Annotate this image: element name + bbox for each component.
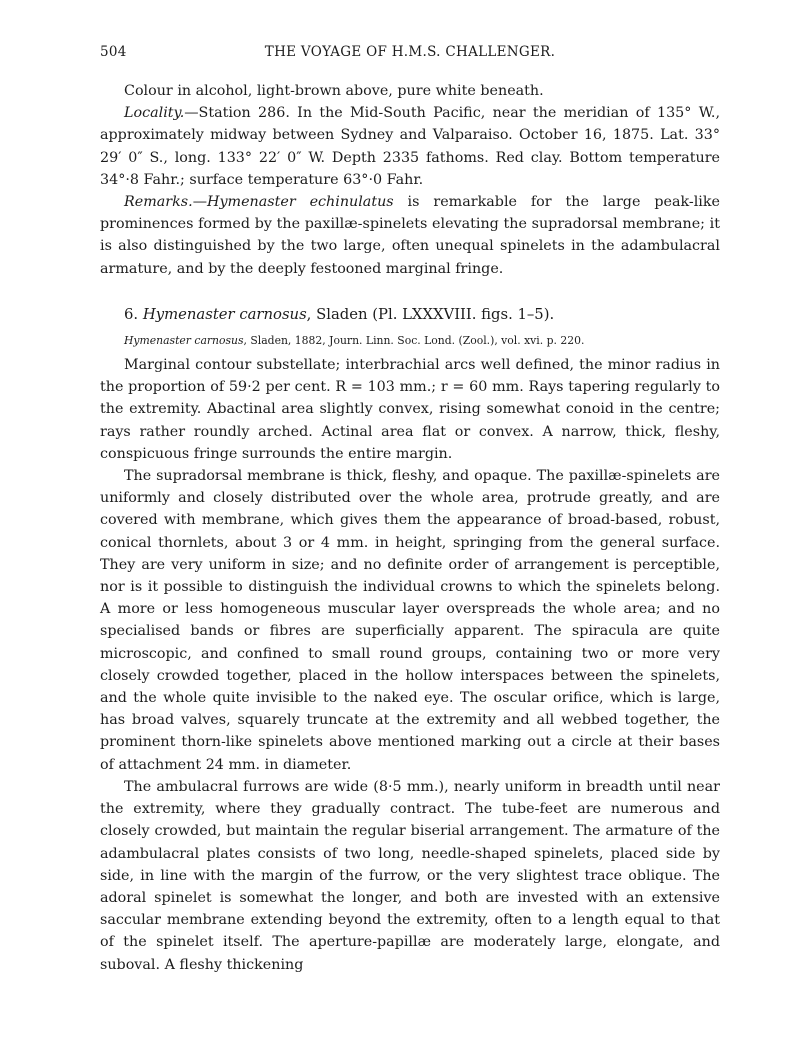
locality-text: —Station 286. In the Mid-South Pacific, near the meridian of 135° W., approximately midway between Sydney and Valparaiso. October 16, 1875. Lat. 33° 29′ 0″ S., long. 133° 22′ 0″ W. Depth 2335 fathoms. Red clay. Bottom temperature 34°·8 Fahr.; surface temperature 63°·0 Fahr. xyxy=(100,105,720,188)
locality-paragraph xyxy=(100,102,720,191)
running-title: THE VOYAGE OF H.M.S. CHALLENGER. xyxy=(264,44,556,60)
body-text xyxy=(100,80,720,976)
remarks-label: Remarks. xyxy=(124,194,193,211)
page-header xyxy=(100,44,720,64)
remarks-species-name: Hymenaster echinulatus xyxy=(206,194,394,211)
page-number: 504 xyxy=(100,44,127,60)
remarks-text: is remarkable for the large peak-like prominences formed by the paxillæ-spinelets elevating the supradorsal membrane; it is also distinguished by the two large, often unequal spinelets in the adambulacral armature, and by the deeply festooned marginal fringe. xyxy=(100,194,720,277)
citation-line xyxy=(100,332,720,350)
remarks-paragraph xyxy=(100,191,720,280)
colour-paragraph: Colour in alcohol, light-brown above, pure white beneath. xyxy=(124,83,544,99)
paragraph-supradorsal-membrane: The supradorsal membrane is thick, fleshy, and opaque. The paxillæ-spinelets are uniformly and closely distributed over the whole area, protrude greatly, and are covered with membrane, which gives them the appearance of broad-based, robust, conical thornlets, about 3 or 4 mm. in height, springing from the general surface. They are very uniform in size; and no definite order of arrangement is perceptible, nor is it possible to distinguish the individual crowns to which the spinelets belong. A more or less homogeneous muscular layer overspreads the whole area; and no specialised bands or fibres are superficially apparent. The spiracula are quite microscopic, and confined to small round groups, containing two or more very closely crowded together, placed in the hollow interspaces between the spinelets, and the whole quite invisible to the naked eye. The oscular orifice, which is large, has broad valves, squarely truncate at the extremity and all webbed together, the prominent thorn-like spinelets above mentioned marking out a circle at their bases of attachment 24 mm. in diameter. xyxy=(100,468,720,773)
citation-text: , Sladen, 1882, Journ. Linn. Soc. Lond. (Zool.), vol. xvi. p. 220. xyxy=(243,334,585,348)
section-species-name: Hymenaster carnosus xyxy=(142,305,307,323)
paragraph-marginal-contour: Marginal contour substellate; interbrachial arcs well defined, the minor radius in the proportion of 59·2 per cent. R = 103 mm.; r = 60 mm. Rays tapering regularly to the extremity. Abactinal area slightly convex, rising somewhat conoid in the centre; rays rather roundly arched. Actinal area flat or convex. A narrow, thick, fleshy, conspicuous fringe surrounds the entire margin. xyxy=(100,357,720,462)
section-authority: , Sladen (Pl. LXXXVIII. figs. 1–5). xyxy=(306,305,555,323)
citation-species-name: Hymenaster carnosus xyxy=(124,334,244,348)
paragraph-ambulacral-furrows: The ambulacral furrows are wide (8·5 mm.), nearly uniform in breadth until near the extremity, where they gradually contract. The tube-feet are numerous and closely crowded, but maintain the regular biserial arrangement. The armature of the adambulacral plates consists of two long, needle-shaped spinelets, placed side by side, in line with the margin of the furrow, or the very slightest trace oblique. The adoral spinelet is somewhat the longer, and both are invested with an extensive saccular membrane extending beyond the extremity, often to a length equal to that of the spinelet itself. The aperture-papillæ are moderately large, elongate, and suboval. A fleshy thickening xyxy=(100,778,720,973)
locality-label: Locality. xyxy=(124,105,185,122)
section-heading xyxy=(100,304,720,326)
section-number: 6. xyxy=(124,305,139,323)
remarks-dash: — xyxy=(192,194,207,211)
